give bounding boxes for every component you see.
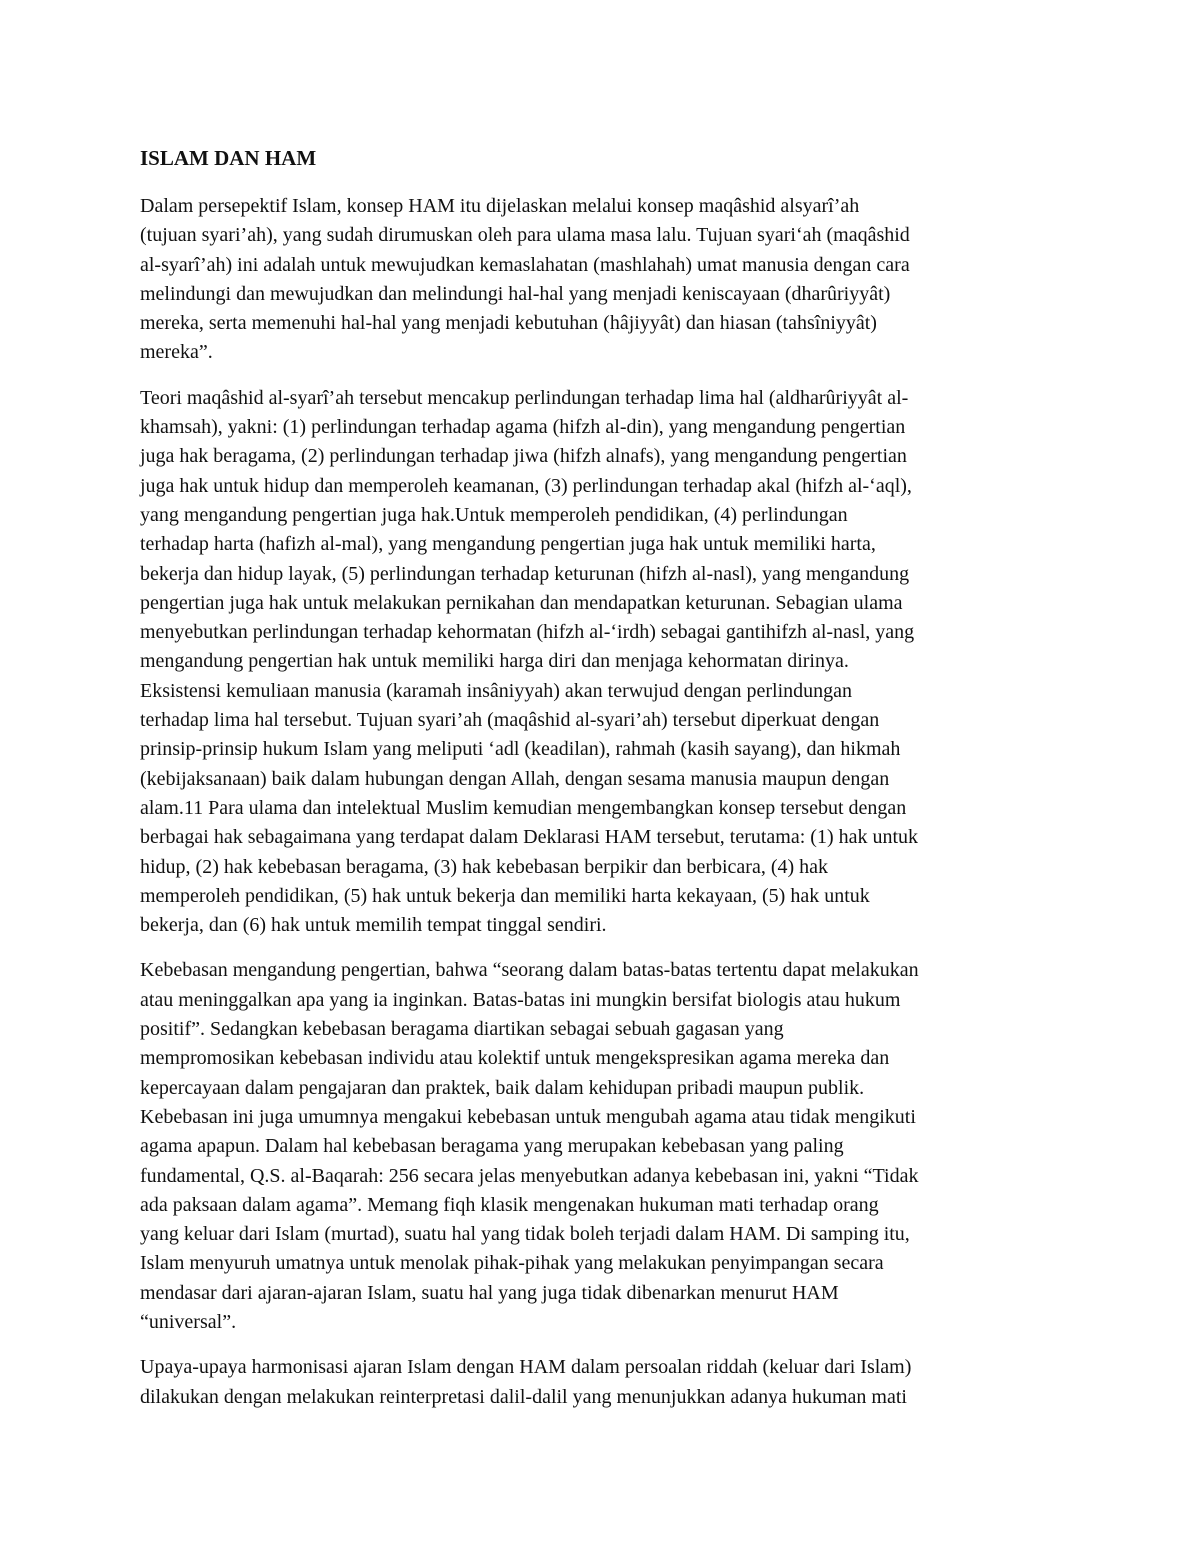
paragraph-line: memperoleh pendidikan, (5) hak untuk bekerja dan memiliki harta kekayaan, (5) hak untuk [140,884,870,907]
paragraph-line: dilakukan dengan melakukan reinterpretasi dalil-dalil yang menunjukkan adanya hukuman mati [140,1385,907,1408]
paragraph-line: melindungi dan mewujudkan dan melindungi hal-hal yang menjadi keniscayaan (dharûriyyât) [140,282,891,305]
paragraph-line: agama apapun. Dalam hal kebebasan beragama yang merupakan kebebasan yang paling [140,1135,844,1158]
paragraph-line: hidup, (2) hak kebebasan beragama, (3) hak kebebasan berpikir dan berbicara, (4) hak [140,855,829,878]
paragraph-line: bekerja, dan (6) hak untuk memilih tempat tinggal sendiri. [140,914,607,937]
paragraph-line: Eksistensi kemuliaan manusia (karamah insâniyyah) akan terwujud dengan perlindungan [140,679,853,702]
paragraph-line: Kebebasan mengandung pengertian, bahwa “seorang dalam batas-batas tertentu dapat melakukan [140,959,919,982]
paragraph-line: Teori maqâshid al-syarî’ah tersebut mencakup perlindungan terhadap lima hal (aldharûriyyât al- [140,386,909,409]
paragraph-line: prinsip-prinsip hukum Islam yang meliputi ‘adl (keadilan), rahmah (kasih sayang), dan hikmah [140,738,901,761]
paragraph-line: terhadap lima hal tersebut. Tujuan syari’ah (maqâshid al-syari’ah) tersebut diperkuat dengan [140,709,880,732]
paragraph-line: mempromosikan kebebasan individu atau kolektif untuk mengekspresikan agama mereka dan [140,1047,890,1070]
paragraph-line: (tujuan syari’ah), yang sudah dirumuskan oleh para ulama masa lalu. Tujuan syari‘ah (maqâshid [140,224,910,247]
paragraph-line: khamsah), yakni: (1) perlindungan terhadap agama (hifzh al-din), yang mengandung pengertian [140,416,906,439]
paragraph-line: (kebijaksanaan) baik dalam hubungan dengan Allah, dengan sesama manusia maupun dengan [140,767,890,790]
paragraph-line: Islam menyuruh umatnya untuk menolak pihak-pihak yang melakukan penyimpangan secara [140,1252,884,1275]
paragraph-line: al-syarî’ah) ini adalah untuk mewujudkan kemaslahatan (mashlahah) umat manusia dengan cara [140,253,910,276]
paragraph-line: ada paksaan dalam agama”. Memang fiqh klasik mengenakan hukuman mati terhadap orang [140,1193,879,1216]
paragraph-line: mereka”. [140,341,213,364]
paragraph-line: alam.11 Para ulama dan intelektual Muslim kemudian mengembangkan konsep tersebut dengan [140,796,907,819]
paragraph-container [140,192,1060,1412]
paragraph-line: pengertian juga hak untuk melakukan pernikahan dan mendapatkan keturunan. Sebagian ulama [140,591,903,614]
paragraph-line: mendasar dari ajaran-ajaran Islam, suatu hal yang juga tidak dibenarkan menurut HAM [140,1281,839,1304]
paragraph-line: berbagai hak sebagaimana yang terdapat dalam Deklarasi HAM tersebut, terutama: (1) hak untuk [140,826,919,849]
paragraph-3 [140,956,1060,1337]
paragraph-line: positif”. Sedangkan kebebasan beragama diartikan sebagai sebuah gagasan yang [140,1018,784,1041]
paragraph-line: fundamental, Q.S. al-Baqarah: 256 secara jelas menyebutkan adanya kebebasan ini, yakni “Tidak [140,1164,919,1187]
paragraph-4 [140,1353,1060,1412]
paragraph-line: Upaya-upaya harmonisasi ajaran Islam dengan HAM dalam persoalan riddah (keluar dari Islam) [140,1356,912,1379]
paragraph-line: yang keluar dari Islam (murtad), suatu hal yang tidak boleh terjadi dalam HAM. Di samping itu, [140,1223,910,1246]
paragraph-1 [140,192,1060,368]
paragraph-line: “universal”. [140,1310,237,1333]
paragraph-line: terhadap harta (hafizh al-mal), yang mengandung pengertian juga hak untuk memiliki harta, [140,533,876,556]
paragraph-line: bekerja dan hidup layak, (5) perlindungan terhadap keturunan (hifzh al-nasl), yang mengandung [140,562,910,585]
paragraph-line: Kebebasan ini juga umumnya mengakui kebebasan untuk mengubah agama atau tidak mengikuti [140,1105,916,1128]
paragraph-line: yang mengandung pengertian juga hak.Untuk memperoleh pendidikan, (4) perlindungan [140,503,848,526]
paragraph-line: juga hak untuk hidup dan memperoleh keamanan, (3) perlindungan terhadap akal (hifzh al-‘aql), [140,474,912,497]
paragraph-line: Dalam persepektif Islam, konsep HAM itu dijelaskan melalui konsep maqâshid alsyarî’ah [140,195,860,217]
paragraph-line: juga hak beragama, (2) perlindungan terhadap jiwa (hifzh alnafs), yang mengandung pengertian [140,445,907,468]
document-title: ISLAM DAN HAM [140,146,317,170]
paragraph-line: mengandung pengertian hak untuk memiliki harga diri dan menjaga kehormatan dirinya. [140,650,849,673]
paragraph-line: menyebutkan perlindungan terhadap kehormatan (hifzh al-‘irdh) sebagai gantihifzh al-nasl, yang [140,621,915,644]
paragraph-2 [140,384,1060,941]
paragraph-line: kepercayaan dalam pengajaran dan praktek, baik dalam kehidupan pribadi maupun publik. [140,1076,865,1099]
paragraph-line: mereka, serta memenuhi hal-hal yang menjadi kebutuhan (hâjiyyât) dan hiasan (tahsîniyyât) [140,312,877,335]
paragraph-line: atau meninggalkan apa yang ia inginkan. Batas-batas ini mungkin bersifat biologis atau hukum [140,988,901,1011]
document-body [140,143,1060,1428]
